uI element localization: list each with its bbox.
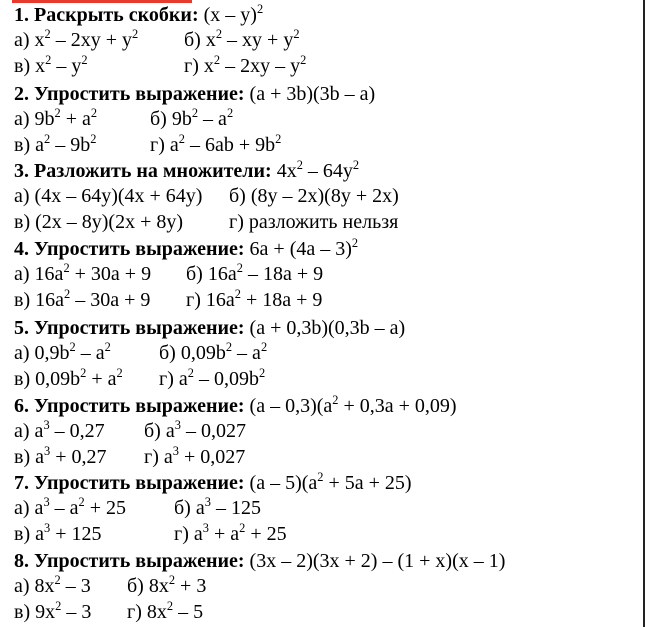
option-text: $a^3 + 125$: [35, 520, 102, 545]
option-letter: а): [14, 497, 30, 520]
question-number: 1.: [14, 4, 29, 26]
option-text: $x^2$ – xy + $y^2$: [205, 27, 300, 52]
answer-row: [14, 574, 634, 599]
answer-option[interactable]: [14, 522, 101, 547]
option-text: $x^2 - y^2$: [35, 52, 88, 77]
answer-option[interactable]: [14, 445, 106, 470]
option-text: $16a^2 + 18a + 9$: [205, 286, 323, 311]
option-letter: б): [127, 575, 144, 598]
answer-row: [14, 522, 634, 547]
option-text: $a^3 - 125$: [195, 495, 261, 520]
answer-option[interactable]: [14, 54, 88, 79]
question-3: [14, 159, 634, 235]
question-7: [14, 471, 634, 547]
answer-option[interactable]: [14, 419, 105, 444]
option-letter: г): [144, 445, 159, 468]
question-prompt: Упростить выражение:: [34, 83, 245, 105]
question-heading: [14, 394, 634, 419]
question-5: [14, 316, 634, 392]
question-heading: [14, 159, 634, 184]
option-text: $0,09b^2 - a^2$: [180, 340, 268, 365]
option-text: $8x^2 - 5$: [146, 598, 204, 623]
option-letter: а): [14, 420, 30, 443]
option-text: $a^3 + 0,27$: [35, 443, 107, 468]
option-letter: г): [184, 54, 199, 77]
answer-option[interactable]: [186, 262, 323, 287]
question-6: [14, 394, 634, 470]
option-letter: в): [14, 600, 31, 623]
option-text: $16a^2 + 30a + 9$: [34, 261, 152, 286]
option-letter: а): [14, 575, 30, 598]
answer-row: [14, 28, 634, 53]
option-letter: в): [14, 288, 31, 311]
option-text: $x^2 - 2xy - y^2$: [203, 52, 307, 77]
answer-row: [14, 210, 634, 235]
question-expression: 6a + (4a – 3)$^2$: [249, 235, 359, 260]
question-prompt: Разложить на множители:: [34, 160, 272, 182]
option-letter: а): [14, 342, 30, 365]
option-text: разложить нельзя: [248, 210, 399, 233]
answer-option[interactable]: [14, 341, 111, 366]
option-text: $a^3 - a^2 + 25$: [34, 495, 127, 520]
answer-option[interactable]: [14, 28, 138, 53]
question-heading: [14, 237, 634, 262]
option-text: $9b^2 - a^2$: [171, 106, 234, 131]
option-letter: б): [144, 420, 161, 443]
option-text: $16a^2 - 18a + 9$: [207, 261, 324, 286]
answer-row: [14, 107, 634, 132]
answer-option[interactable]: [144, 445, 245, 470]
option-letter: б): [184, 29, 201, 52]
option-text: $16a^2 - 30a + 9$: [35, 286, 151, 311]
answer-option[interactable]: [14, 496, 126, 521]
question-expression: $4x^2 - 64y^2$: [276, 157, 360, 182]
answer-option[interactable]: [184, 54, 306, 79]
answer-row: [14, 419, 634, 444]
answer-option[interactable]: [144, 419, 246, 444]
answer-row: [14, 341, 634, 366]
question-expression: (x – y)$^2$: [203, 1, 264, 26]
option-text: $a^2 - 0,09b^2$: [178, 365, 266, 390]
option-text: (4x – 64y)(4x + 64y): [34, 185, 203, 208]
answer-option[interactable]: [159, 341, 267, 366]
answer-row: [14, 288, 634, 313]
question-number: 3.: [14, 160, 29, 182]
option-letter: а): [14, 29, 30, 52]
answer-option[interactable]: [14, 184, 202, 209]
question-number: 2.: [14, 83, 29, 105]
answer-option[interactable]: [186, 288, 322, 313]
option-text: (2x – 8y)(2x + 8y): [35, 210, 184, 233]
question-number: 4.: [14, 238, 29, 260]
answer-row: [14, 184, 634, 209]
option-text: $a^3 + a^2 + 25$: [193, 520, 287, 545]
question-heading: [14, 471, 634, 496]
option-text: $a^3 - 0,027$: [165, 418, 246, 443]
option-text: $9b^2 + a^2$: [34, 106, 98, 131]
question-expression: (3x – 2)(3x + 2) – (1 + x)(x – 1): [249, 550, 506, 572]
question-4: [14, 237, 634, 313]
question-prompt: Упростить выражение:: [34, 550, 245, 572]
answer-option[interactable]: [174, 496, 261, 521]
question-prompt: Упростить выражение:: [34, 472, 245, 494]
answer-option[interactable]: [14, 600, 91, 625]
option-text: $x^2 - 2xy + y^2$: [34, 27, 139, 52]
option-letter: б): [186, 263, 203, 286]
option-text: $a^3 + 0,027$: [163, 443, 246, 468]
answer-row: [14, 367, 634, 392]
option-text: $9x^2 - 3$: [35, 598, 92, 623]
answer-row: [14, 133, 634, 158]
option-letter: г): [186, 288, 201, 311]
question-expression: (a + 0,3b)(0,3b – a): [249, 317, 406, 339]
answer-option[interactable]: [14, 262, 151, 287]
answer-row: [14, 54, 634, 79]
question-number: 5.: [14, 317, 29, 339]
question-prompt: Упростить выражение:: [34, 238, 245, 260]
question-heading: [14, 316, 634, 341]
option-letter: г): [159, 367, 174, 390]
option-letter: а): [14, 108, 30, 131]
option-letter: в): [14, 367, 31, 390]
answer-row: [14, 262, 634, 287]
option-text: $a^3 - 0,27$: [34, 418, 105, 443]
answer-option[interactable]: [14, 133, 96, 158]
answer-option[interactable]: [127, 600, 203, 625]
question-heading: [14, 549, 634, 574]
answer-row: [14, 600, 634, 625]
answer-option[interactable]: [150, 107, 233, 132]
question-expression: $(a - 5)(a^2 + 5a + 25)$: [249, 469, 412, 494]
answer-option[interactable]: [159, 367, 265, 392]
option-letter: б): [159, 342, 176, 365]
answer-row: [14, 496, 634, 521]
option-letter: в): [14, 210, 31, 233]
option-letter: г): [150, 133, 165, 156]
question-prompt: Упростить выражение:: [34, 395, 245, 417]
option-letter: г): [127, 600, 142, 623]
option-text: $8x^2 + 3$: [148, 573, 207, 598]
option-letter: г): [229, 210, 244, 233]
question-expression: (a + 3b)(3b – a): [249, 83, 376, 105]
option-letter: а): [14, 185, 30, 208]
option-letter: а): [14, 263, 30, 286]
option-text: $0,09b^2 + a^2$: [35, 365, 123, 390]
option-letter: б): [150, 108, 167, 131]
answer-option[interactable]: [174, 522, 287, 547]
option-letter: в): [14, 54, 31, 77]
question-2: [14, 82, 634, 158]
question-number: 8.: [14, 550, 29, 572]
question-heading: [14, 3, 634, 28]
question-8: [14, 549, 634, 625]
option-letter: в): [14, 522, 31, 545]
answer-option[interactable]: [14, 367, 123, 392]
answer-option[interactable]: [14, 210, 183, 235]
option-letter: б): [229, 185, 246, 208]
question-prompt: Упростить выражение:: [34, 317, 245, 339]
answer-row: [14, 445, 634, 470]
option-text: $0,9b^2 - a^2$: [34, 340, 111, 365]
right-border-line: [643, 0, 645, 627]
answer-option[interactable]: [127, 574, 206, 599]
question-number: 6.: [14, 395, 29, 417]
answer-option[interactable]: [229, 210, 398, 235]
answer-option[interactable]: [14, 107, 97, 132]
answer-option[interactable]: [150, 133, 281, 158]
option-letter: в): [14, 133, 31, 156]
answer-option[interactable]: [229, 184, 399, 209]
answer-option[interactable]: [184, 28, 300, 53]
option-text: $8x^2 - 3$: [34, 573, 91, 598]
option-text: $a^2 - 9b^2$: [35, 131, 97, 156]
option-letter: в): [14, 445, 31, 468]
option-text: $a^2 - 6ab + 9b^2$: [169, 131, 282, 156]
option-letter: б): [174, 497, 191, 520]
question-number: 7.: [14, 472, 29, 494]
question-1: [14, 3, 634, 79]
question-heading: [14, 82, 634, 107]
question-prompt: Раскрыть скобки:: [34, 4, 199, 26]
option-text: (8y – 2x)(8y + 2x): [250, 185, 399, 208]
answer-option[interactable]: [14, 574, 91, 599]
option-letter: г): [174, 522, 189, 545]
answer-option[interactable]: [14, 288, 150, 313]
question-expression: $(a - 0,3)(a^2 + 0,3a + 0,09)$: [249, 392, 457, 417]
